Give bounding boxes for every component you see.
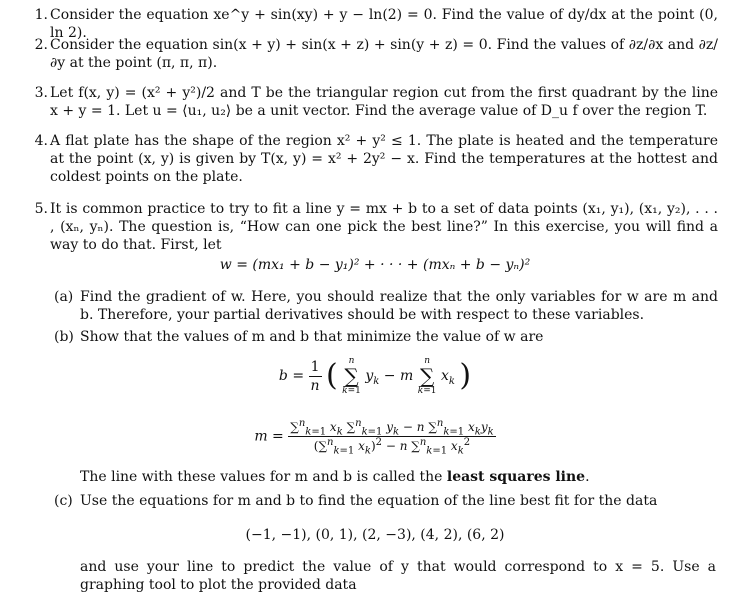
problem-number: 4. — [34, 133, 48, 149]
least-squares-note: The line with these values for m and b is called the least squares line. — [80, 469, 590, 485]
problem-5 — [26, 200, 718, 254]
part-b — [54, 328, 718, 346]
part-text: Show that the values of m and b that minimize the value of w are — [80, 329, 544, 345]
problem-text: Consider the equation xe^y + sin(xy) + y − ln(2) = 0. Find the value of dy/dx at the point (0, ln 2). — [50, 7, 718, 41]
formula-m: m = $\frac{\sum^n_{k=1} x_k \sum^n_{k=1} y_k - n \sum^n_{k=1} x_ky_k}{(\sum^n_{k=1} x_k)^2 - n \sum^n_{k=1} x_k^2}$ — [254, 418, 494, 457]
part-label: (c) — [54, 493, 73, 509]
equation-w: w = (mx₁ + b − y₁)² + · · · + (mxₙ + b − yₙ)² — [219, 257, 531, 273]
problem-text: A flat plate has the shape of the region x² + y² ≤ 1. The plate is heated and the temperature at the point (x, y) is given by T(x, y) = x² + 2y² − x. Find the temperatures at the hottest and coldest points on the plate. — [50, 133, 718, 185]
problem-number: 5. — [34, 201, 48, 217]
note-prefix: The line with these values for m and b is called the — [80, 469, 443, 485]
part-c — [54, 492, 718, 510]
problem-text: Let f(x, y) = (x² + y²)/2 and T be the triangular region cut from the first quadrant by the line x + y = 1. Let u = ⟨u₁, u₂⟩ be a unit vector. Find the average value of D_u f over the region T. — [50, 85, 718, 119]
part-text: Use the equations for m and b to find the equation of the line best fit for the data — [80, 493, 658, 509]
problem-4 — [26, 132, 718, 186]
problem-2 — [26, 36, 718, 72]
data-points: (−1, −1), (0, 1), (2, −3), (4, 2), (6, 2) — [245, 527, 505, 543]
part-label: (b) — [54, 329, 74, 345]
part-a — [54, 288, 718, 324]
least-squares-term: least squares line — [446, 469, 586, 485]
formula-b: b = $\frac{1}{n}$ ( n ∑ k=1 $y_k - m$ n ∑ k=1 $x_k$ ) — [278, 356, 472, 396]
problem-number: 3. — [34, 85, 48, 101]
part-label: (a) — [54, 289, 74, 305]
problem-3 — [26, 84, 718, 120]
problem-text: Consider the equation sin(x + y) + sin(x + z) + sin(y + z) = 0. Find the values of ∂z/∂x and ∂z/∂y at the point (π, π, π). — [50, 37, 718, 71]
problem-number: 1. — [34, 7, 48, 23]
closing-text: and use your line to predict the value of y that would correspond to x = 5. Use a graphing tool to plot the provided data — [80, 559, 716, 593]
problem-number: 2. — [34, 37, 48, 53]
problem-text: It is common practice to try to fit a line y = mx + b to a set of data points (x₁, y₁), (x₁, y₂), . . . , (xₙ, yₙ). The question is, “How can one pick the best line?” In this exercise, you will find a way to do that. First, let — [50, 201, 718, 253]
part-text: Find the gradient of w. Here, you should realize that the only variables for w are m and b. Therefore, your partial derivatives should be with respect to these variables. — [80, 289, 718, 323]
